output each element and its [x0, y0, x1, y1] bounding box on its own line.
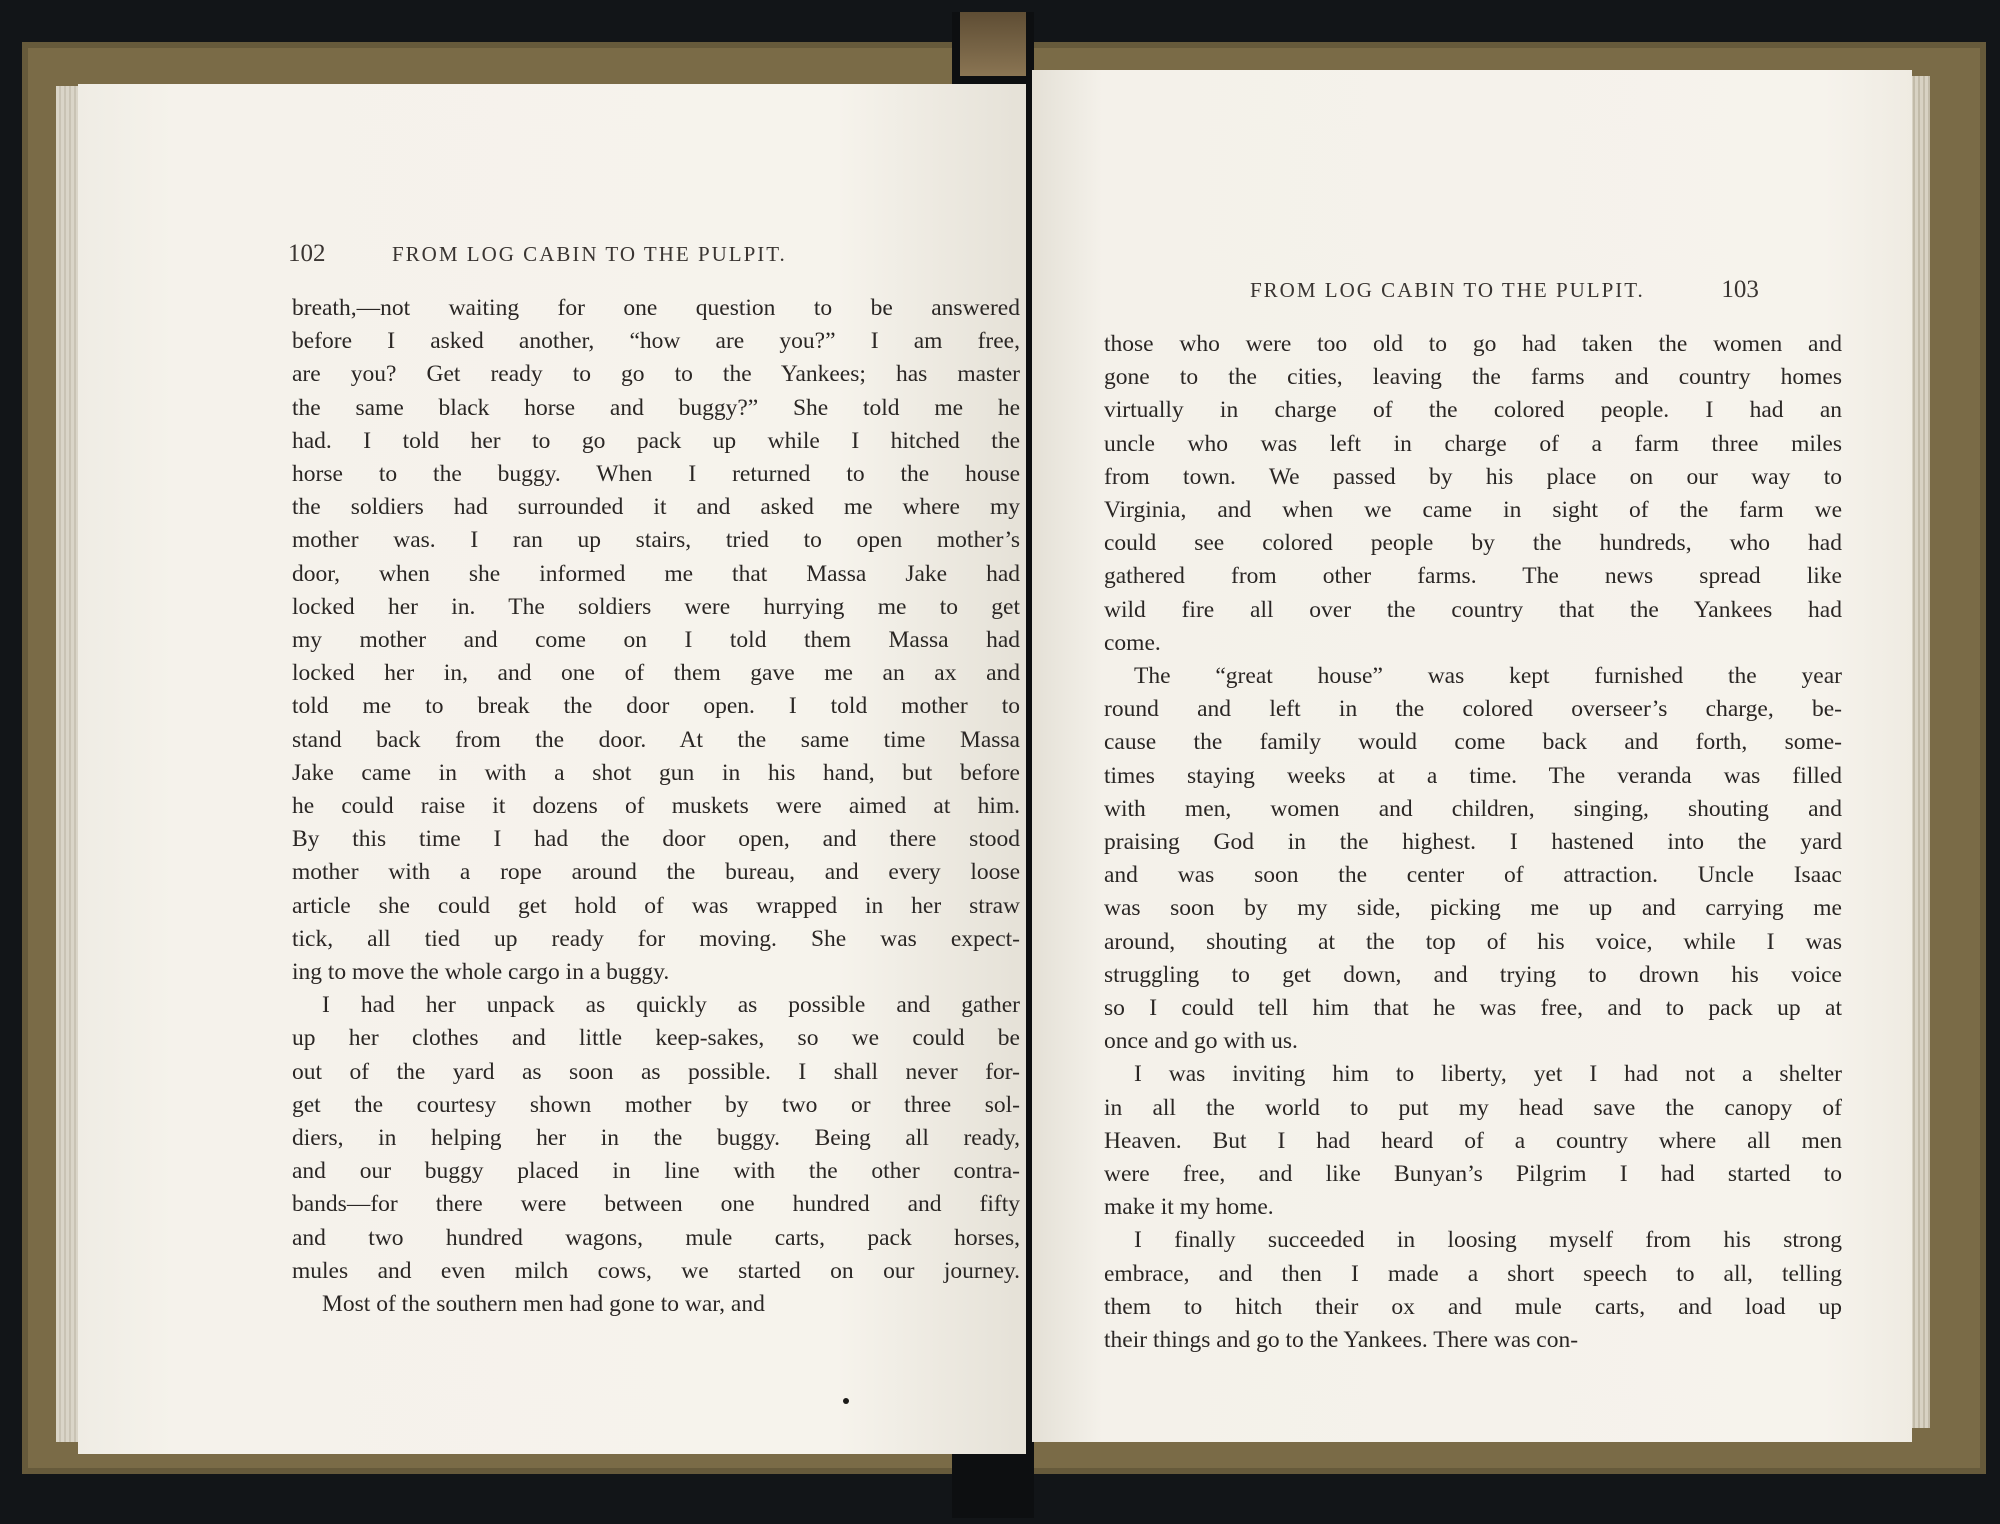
text-line: he could raise it dozens of muskets were aimed at him.: [292, 793, 1020, 820]
right-page: [1032, 70, 1912, 1442]
text-line: breath,—not waiting for one question to be answered: [292, 295, 1020, 321]
text-line: in all the world to put my head save the canopy of: [1104, 1094, 1842, 1121]
text-line: stand back from the door. At the same time Massa: [292, 726, 1020, 753]
text-line: struggling to get down, and trying to drown his voice: [1104, 961, 1842, 988]
text-line: get the courtesy shown mother by two or three sol-: [292, 1091, 1020, 1118]
text-line: had. I told her to go pack up while I hitched the: [292, 427, 1020, 454]
text-line: was soon by my side, picking me up and carrying me: [1104, 895, 1842, 922]
text-line: The “great house” was kept furnished the year: [1134, 663, 1842, 690]
text-line: make it my home.: [1104, 1194, 1274, 1221]
text-line: ing to move the whole cargo in a buggy.: [292, 959, 670, 986]
text-line: the same black horse and buggy?” She told me he: [292, 394, 1020, 421]
text-line: gone to the cities, leaving the farms and country homes: [1104, 364, 1842, 391]
text-line: those who were too old to go had taken the women and: [1104, 331, 1842, 357]
text-line: uncle who was left in charge of a farm three miles: [1104, 430, 1842, 457]
text-line: By this time I had the door open, and there stood: [292, 826, 1020, 853]
text-line: so I could tell him that he was free, and to pack up at: [1104, 995, 1842, 1022]
text-line: article she could get hold of was wrapped in her straw: [292, 892, 1020, 919]
text-line: I was inviting him to liberty, yet I had not a shelter: [1134, 1061, 1842, 1088]
text-line: before I asked another, “how are you?” I am free,: [292, 328, 1020, 355]
text-line: Jake came in with a shot gun in his hand, but before: [292, 759, 1020, 786]
text-line: and was soon the center of attraction. Uncle Isaac: [1104, 862, 1842, 889]
text-line: round and left in the colored overseer’s charge, be-: [1104, 696, 1842, 723]
text-line: come.: [1104, 629, 1161, 656]
text-line: gathered from other farms. The news spread like: [1104, 563, 1842, 590]
text-line: around, shouting at the top of his voice, while I was: [1104, 928, 1842, 955]
text-line: once and go with us.: [1104, 1028, 1298, 1055]
right-page-body: [1104, 328, 1842, 1357]
text-line: with men, women and children, singing, shouting and: [1104, 795, 1842, 822]
text-line: locked her in, and one of them gave me an ax and: [292, 660, 1020, 687]
left-page-body: [292, 292, 1020, 1321]
text-line: Virginia, and when we came in sight of the farm we: [1104, 497, 1842, 524]
text-line: up her clothes and little keep-sakes, so we could be: [292, 1025, 1020, 1052]
left-running-head: FROM LOG CABIN TO THE PULPIT.: [392, 242, 787, 266]
text-line: diers, in helping her in the buggy. Being all ready,: [292, 1125, 1020, 1152]
text-line: bands—for there were between one hundred and fifty: [292, 1191, 1020, 1218]
text-line: mother was. I ran up stairs, tried to open mother’s: [292, 527, 1020, 554]
text-line: wild fire all over the country that the Yankees had: [1104, 596, 1842, 623]
text-line: the soldiers had surrounded it and asked me where my: [292, 494, 1020, 521]
text-line: their things and go to the Yankees. There was con-: [1104, 1327, 1579, 1354]
text-line: praising God in the highest. I hastened into the yard: [1104, 829, 1842, 856]
text-line: times staying weeks at a time. The veranda was filled: [1104, 762, 1842, 789]
left-page-number: 102: [288, 240, 326, 267]
text-line: locked her in. The soldiers were hurrying me to get: [292, 593, 1020, 620]
text-line: I finally succeeded in loosing myself from his strong: [1134, 1227, 1842, 1254]
left-page-header: [288, 240, 787, 268]
ink-dot: [843, 1398, 849, 1404]
text-line: mother with a rope around the bureau, and every loose: [292, 859, 1020, 886]
text-line: my mother and come on I told them Massa had: [292, 627, 1020, 654]
text-line: from town. We passed by his place on our way to: [1104, 463, 1842, 490]
text-line: horse to the buggy. When I returned to the house: [292, 461, 1020, 488]
text-line: Most of the southern men had gone to war, and: [322, 1291, 765, 1318]
text-line: cause the family would come back and forth, some-: [1104, 729, 1842, 756]
spine-headband: [960, 12, 1026, 76]
left-page: [78, 84, 1026, 1454]
text-line: mules and even milch cows, we started on our journey.: [292, 1257, 1020, 1284]
text-line: embrace, and then I made a short speech to all, telling: [1104, 1260, 1842, 1287]
text-line: virtually in charge of the colored people. I had an: [1104, 397, 1842, 424]
text-line: door, when she informed me that Massa Jake had: [292, 560, 1020, 587]
text-line: and two hundred wagons, mule carts, pack horses,: [292, 1224, 1020, 1251]
right-page-header: [1250, 276, 1910, 304]
text-line: Heaven. But I had heard of a country where all men: [1104, 1127, 1842, 1154]
text-line: them to hitch their ox and mule carts, and load up: [1104, 1293, 1842, 1320]
text-line: are you? Get ready to go to the Yankees; has master: [292, 361, 1020, 388]
text-line: tick, all tied up ready for moving. She was expect-: [292, 925, 1020, 952]
right-running-head: FROM LOG CABIN TO THE PULPIT.: [1250, 278, 1645, 302]
text-line: were free, and like Bunyan’s Pilgrim I had started to: [1104, 1161, 1842, 1188]
text-line: out of the yard as soon as possible. I shall never for-: [292, 1058, 1020, 1085]
text-line: I had her unpack as quickly as possible and gather: [322, 992, 1020, 1019]
text-line: could see colored people by the hundreds, who had: [1104, 530, 1842, 557]
text-line: and our buggy placed in line with the other contra-: [292, 1158, 1020, 1185]
text-line: told me to break the door open. I told mother to: [292, 693, 1020, 720]
right-page-number: 103: [1721, 276, 1759, 303]
